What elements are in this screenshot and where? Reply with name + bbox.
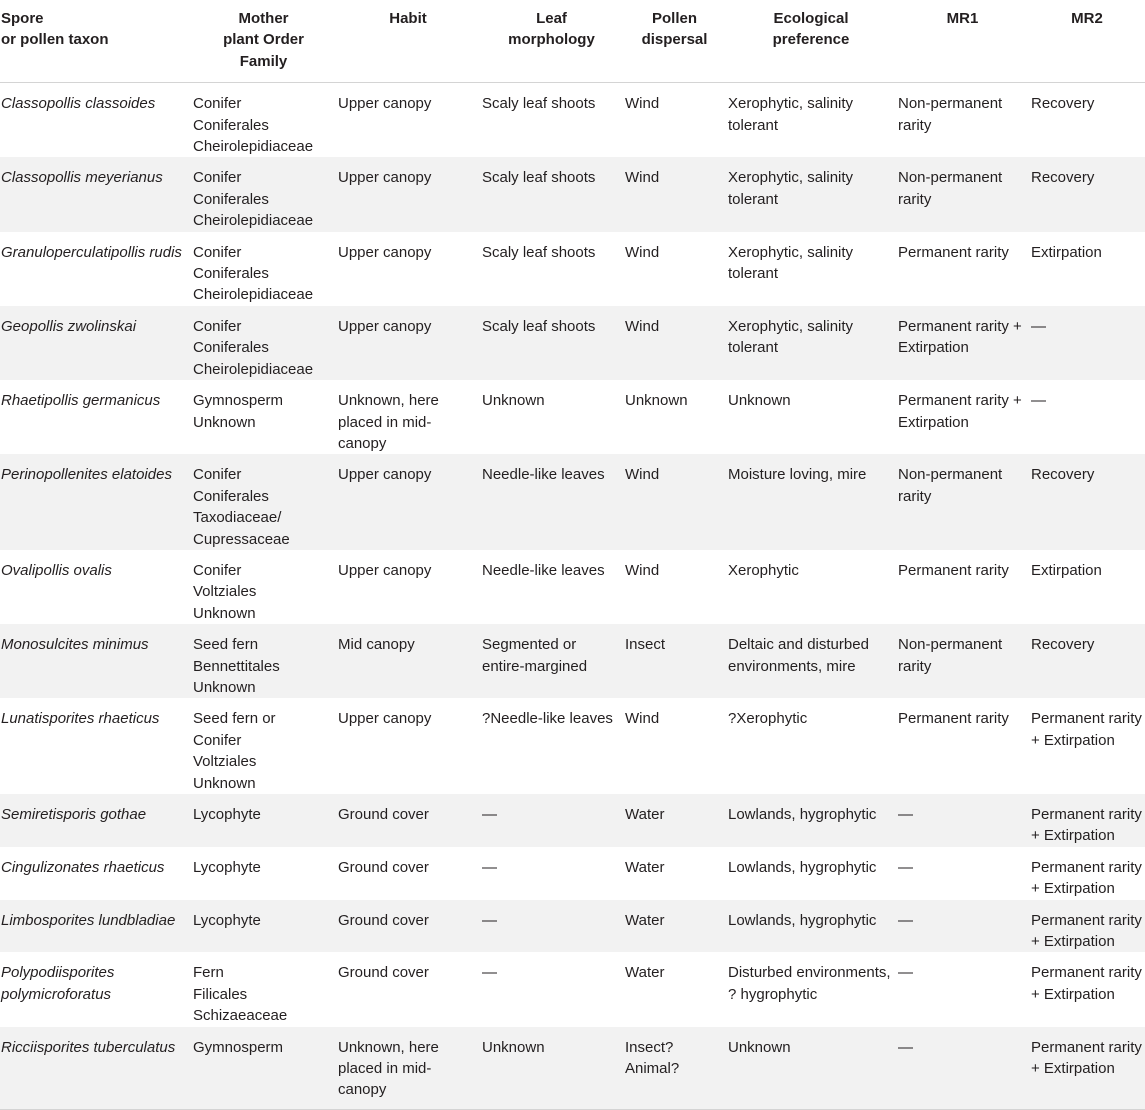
taxon-cell: Semiretisporis gothae	[0, 794, 191, 847]
mother-plant-line: Conifer	[193, 95, 242, 113]
habit-cell: Ground cover	[336, 952, 480, 1026]
mother-plant-line: Unknown	[193, 413, 256, 431]
ecological-preference-cell: Moisture loving, mire	[726, 454, 896, 550]
habit-cell: Upper canopy	[336, 454, 480, 550]
mr1-cell: Permanent rarity + Extirpation	[896, 380, 1029, 454]
mother-plant-line: Filicales	[193, 985, 248, 1003]
mother-plant-cell	[191, 698, 336, 794]
taxon-cell: Granuloperculatipollis rudis	[0, 232, 191, 306]
taxon-cell: Polypodiisporites polymicroforatus	[0, 952, 191, 1026]
leaf-morphology-cell: Scaly leaf shoots	[480, 306, 623, 380]
mother-plant-cell	[191, 847, 336, 900]
leaf-morphology-cell: ?Needle-like leaves	[480, 698, 623, 794]
mother-plant-cell	[191, 83, 336, 158]
mother-plant-line: Coniferales	[193, 339, 269, 357]
ecological-preference-cell: Disturbed environments, ? hygrophytic	[726, 952, 896, 1026]
header-mr1	[896, 0, 1029, 83]
mr2-cell: Permanent rarity + Extirpation	[1029, 900, 1145, 953]
mother-plant-line: Coniferales	[193, 116, 269, 134]
ecological-preference-cell: Xerophytic, salinity tolerant	[726, 83, 896, 158]
mother-plant-line: Bennettitales	[193, 657, 280, 675]
table-body	[0, 83, 1145, 1110]
habit-cell: Ground cover	[336, 794, 480, 847]
taxon-cell: Lunatisporites rhaeticus	[0, 698, 191, 794]
mother-plant-line: Voltziales	[193, 583, 257, 601]
mother-plant-line: Seed fern	[193, 636, 259, 654]
habit-cell: Upper canopy	[336, 550, 480, 624]
pollen-dispersal-cell: Wind	[623, 550, 726, 624]
mother-plant-line: Lycophyte	[193, 858, 261, 876]
mr1-cell: —	[896, 794, 1029, 847]
mother-plant-line: Conifer	[193, 466, 242, 484]
table-row	[0, 1027, 1145, 1110]
mother-plant-line: Unknown	[193, 678, 256, 696]
mother-plant-cell	[191, 232, 336, 306]
mr1-cell: —	[896, 952, 1029, 1026]
leaf-morphology-cell: —	[480, 900, 623, 953]
header-text: MR2	[1071, 10, 1103, 27]
mr1-cell: Permanent rarity	[896, 698, 1029, 794]
mother-plant-cell	[191, 380, 336, 454]
mr1-cell: —	[896, 900, 1029, 953]
mother-plant-line: Conifer	[193, 731, 242, 749]
mother-plant-line: Coniferales	[193, 265, 269, 283]
header-habit	[336, 0, 480, 83]
mother-plant-line: Coniferales	[193, 190, 269, 208]
mr2-cell: —	[1029, 380, 1145, 454]
mother-plant-line: Coniferales	[193, 487, 269, 505]
mother-plant-line: Lycophyte	[193, 911, 261, 929]
table-row	[0, 550, 1145, 624]
ecological-preference-cell: Lowlands, hygrophytic	[726, 794, 896, 847]
habit-cell: Ground cover	[336, 847, 480, 900]
mother-plant-line: Cupressaceae	[193, 530, 290, 548]
mr2-cell: Permanent rarity + Extirpation	[1029, 794, 1145, 847]
mr2-cell: Permanent rarity + Extirpation	[1029, 698, 1145, 794]
mr2-cell: Recovery	[1029, 83, 1145, 158]
header-leaf-morphology	[480, 0, 623, 83]
leaf-morphology-cell: Scaly leaf shoots	[480, 83, 623, 158]
table-row	[0, 794, 1145, 847]
pollen-dispersal-cell: Water	[623, 900, 726, 953]
mother-plant-line: Schizaeaceae	[193, 1007, 288, 1025]
mother-plant-line: Gymnosperm	[193, 392, 284, 410]
pollen-dispersal-cell: Insect? Animal?	[623, 1027, 726, 1110]
mother-plant-line: Cheirolepidiaceae	[193, 286, 314, 304]
mr1-cell: Permanent rarity	[896, 232, 1029, 306]
taxon-cell: Rhaetipollis germanicus	[0, 380, 191, 454]
habit-cell: Unknown, here placed in mid-canopy	[336, 1027, 480, 1110]
habit-cell: Upper canopy	[336, 83, 480, 158]
mother-plant-line: Seed fern or	[193, 710, 276, 728]
mr1-cell: —	[896, 1027, 1029, 1110]
header-taxon	[0, 0, 191, 83]
mother-plant-line: Conifer	[193, 243, 242, 261]
ecological-preference-cell: Xerophytic, salinity tolerant	[726, 306, 896, 380]
mr2-cell: Recovery	[1029, 624, 1145, 698]
mr2-cell: —	[1029, 306, 1145, 380]
taxon-cell: Ovalipollis ovalis	[0, 550, 191, 624]
ecological-preference-cell: Xerophytic, salinity tolerant	[726, 232, 896, 306]
mr1-cell: Permanent rarity	[896, 550, 1029, 624]
leaf-morphology-cell: Unknown	[480, 380, 623, 454]
habit-cell: Upper canopy	[336, 698, 480, 794]
mr1-cell: Non-permanent rarity	[896, 454, 1029, 550]
table-row	[0, 157, 1145, 231]
habit-cell: Unknown, here placed in mid-canopy	[336, 380, 480, 454]
mother-plant-line: Cheirolepidiaceae	[193, 138, 314, 156]
leaf-morphology-cell: Segmented or entire-margined	[480, 624, 623, 698]
mother-plant-cell	[191, 952, 336, 1026]
mr1-cell: Non-permanent rarity	[896, 624, 1029, 698]
ecological-preference-cell: Deltaic and disturbed environments, mire	[726, 624, 896, 698]
leaf-morphology-cell: —	[480, 952, 623, 1026]
table-row	[0, 847, 1145, 900]
habit-cell: Upper canopy	[336, 232, 480, 306]
pollen-dispersal-cell: Wind	[623, 83, 726, 158]
pollen-dispersal-cell: Insect	[623, 624, 726, 698]
header-text: Leaf	[536, 10, 567, 27]
taxon-cell: Classopollis classoides	[0, 83, 191, 158]
leaf-morphology-cell: Needle-like leaves	[480, 550, 623, 624]
habit-cell: Ground cover	[336, 900, 480, 953]
header-text: morphology	[508, 31, 595, 49]
mother-plant-line: Conifer	[193, 317, 242, 335]
pollen-dispersal-cell: Water	[623, 847, 726, 900]
pollen-dispersal-cell: Wind	[623, 454, 726, 550]
mother-plant-cell	[191, 306, 336, 380]
mr1-cell: Non-permanent rarity	[896, 83, 1029, 158]
mother-plant-cell	[191, 454, 336, 550]
table-row	[0, 698, 1145, 794]
pollen-dispersal-cell: Water	[623, 794, 726, 847]
pollen-dispersal-cell: Wind	[623, 306, 726, 380]
mother-plant-line: Cheirolepidiaceae	[193, 360, 314, 378]
pollen-dispersal-cell: Wind	[623, 157, 726, 231]
header-text: or pollen taxon	[1, 31, 109, 49]
mother-plant-line: Conifer	[193, 169, 242, 187]
mother-plant-line: Lycophyte	[193, 806, 261, 823]
mother-plant-line: Taxodiaceae/	[193, 509, 282, 527]
mother-plant-line: Gymnosperm	[193, 1038, 284, 1056]
ecological-preference-cell: Lowlands, hygrophytic	[726, 900, 896, 953]
table-row	[0, 83, 1145, 158]
habit-cell: Upper canopy	[336, 157, 480, 231]
table-row	[0, 454, 1145, 550]
taxon-cell: Monosulcites minimus	[0, 624, 191, 698]
header-text: Spore	[1, 10, 44, 27]
mother-plant-cell	[191, 550, 336, 624]
mother-plant-cell	[191, 794, 336, 847]
leaf-morphology-cell: Unknown	[480, 1027, 623, 1110]
header-text: plant Order	[223, 31, 304, 49]
mother-plant-cell	[191, 157, 336, 231]
mr2-cell: Permanent rarity + Extirpation	[1029, 1027, 1145, 1110]
pollen-dispersal-cell: Water	[623, 952, 726, 1026]
mother-plant-cell	[191, 900, 336, 953]
mother-plant-line: Cheirolepidiaceae	[193, 212, 314, 230]
mother-plant-line: Fern	[193, 964, 224, 982]
header-text: MR1	[946, 10, 979, 27]
mr1-cell: —	[896, 847, 1029, 900]
habit-cell: Mid canopy	[336, 624, 480, 698]
leaf-morphology-cell: —	[480, 794, 623, 847]
header-text: Ecological	[773, 10, 849, 27]
mr1-cell: Permanent rarity + Extirpation	[896, 306, 1029, 380]
taxon-cell: Limbosporites lundbladiae	[0, 900, 191, 953]
header-mother-plant	[191, 0, 336, 83]
header-text: Mother	[238, 10, 289, 27]
mr1-cell: Non-permanent rarity	[896, 157, 1029, 231]
taxon-cell: Classopollis meyerianus	[0, 157, 191, 231]
header-mr2	[1029, 0, 1145, 83]
ecological-preference-cell: Unknown	[726, 1027, 896, 1110]
mr2-cell: Recovery	[1029, 454, 1145, 550]
mother-plant-line: Unknown	[193, 604, 256, 622]
table-header	[0, 0, 1145, 83]
leaf-morphology-cell: Needle-like leaves	[480, 454, 623, 550]
mr2-cell: Extirpation	[1029, 232, 1145, 306]
table-row	[0, 232, 1145, 306]
mr2-cell: Permanent rarity + Extirpation	[1029, 847, 1145, 900]
table-row	[0, 900, 1145, 953]
ecological-preference-cell: Unknown	[726, 380, 896, 454]
table-row	[0, 624, 1145, 698]
taxon-cell: Perinopollenites elatoides	[0, 454, 191, 550]
ecological-preference-cell: ?Xerophytic	[726, 698, 896, 794]
header-text: Pollen	[651, 10, 697, 27]
header-ecological-preference	[726, 0, 896, 83]
header-text: dispersal	[641, 31, 708, 49]
mr2-cell: Recovery	[1029, 157, 1145, 231]
leaf-morphology-cell: Scaly leaf shoots	[480, 232, 623, 306]
header-text: preference	[772, 31, 850, 49]
mother-plant-line: Voltziales	[193, 753, 257, 771]
mr2-cell: Extirpation	[1029, 550, 1145, 624]
mr2-cell: Permanent rarity + Extirpation	[1029, 952, 1145, 1026]
pollen-dispersal-cell: Wind	[623, 232, 726, 306]
mother-plant-cell	[191, 1027, 336, 1110]
mother-plant-cell	[191, 624, 336, 698]
mother-plant-line: Conifer	[193, 561, 242, 579]
leaf-morphology-cell: —	[480, 847, 623, 900]
taxon-cell: Ricciisporites tuberculatus	[0, 1027, 191, 1110]
header-pollen-dispersal	[623, 0, 726, 83]
header-text: Family	[239, 52, 288, 70]
table-row	[0, 952, 1145, 1026]
mother-plant-line: Unknown	[193, 774, 256, 792]
leaf-morphology-cell: Scaly leaf shoots	[480, 157, 623, 231]
habit-cell: Upper canopy	[336, 306, 480, 380]
header-row	[0, 0, 1145, 83]
ecological-preference-cell: Xerophytic	[726, 550, 896, 624]
table-row	[0, 380, 1145, 454]
ecological-preference-cell: Xerophytic, salinity tolerant	[726, 157, 896, 231]
taxon-cell: Geopollis zwolinskai	[0, 306, 191, 380]
taxon-cell: Cingulizonates rhaeticus	[0, 847, 191, 900]
table-row	[0, 306, 1145, 380]
pollen-dispersal-cell: Unknown	[623, 380, 726, 454]
pollen-dispersal-cell: Wind	[623, 698, 726, 794]
ecological-preference-cell: Lowlands, hygrophytic	[726, 847, 896, 900]
header-text: Habit	[389, 10, 427, 27]
